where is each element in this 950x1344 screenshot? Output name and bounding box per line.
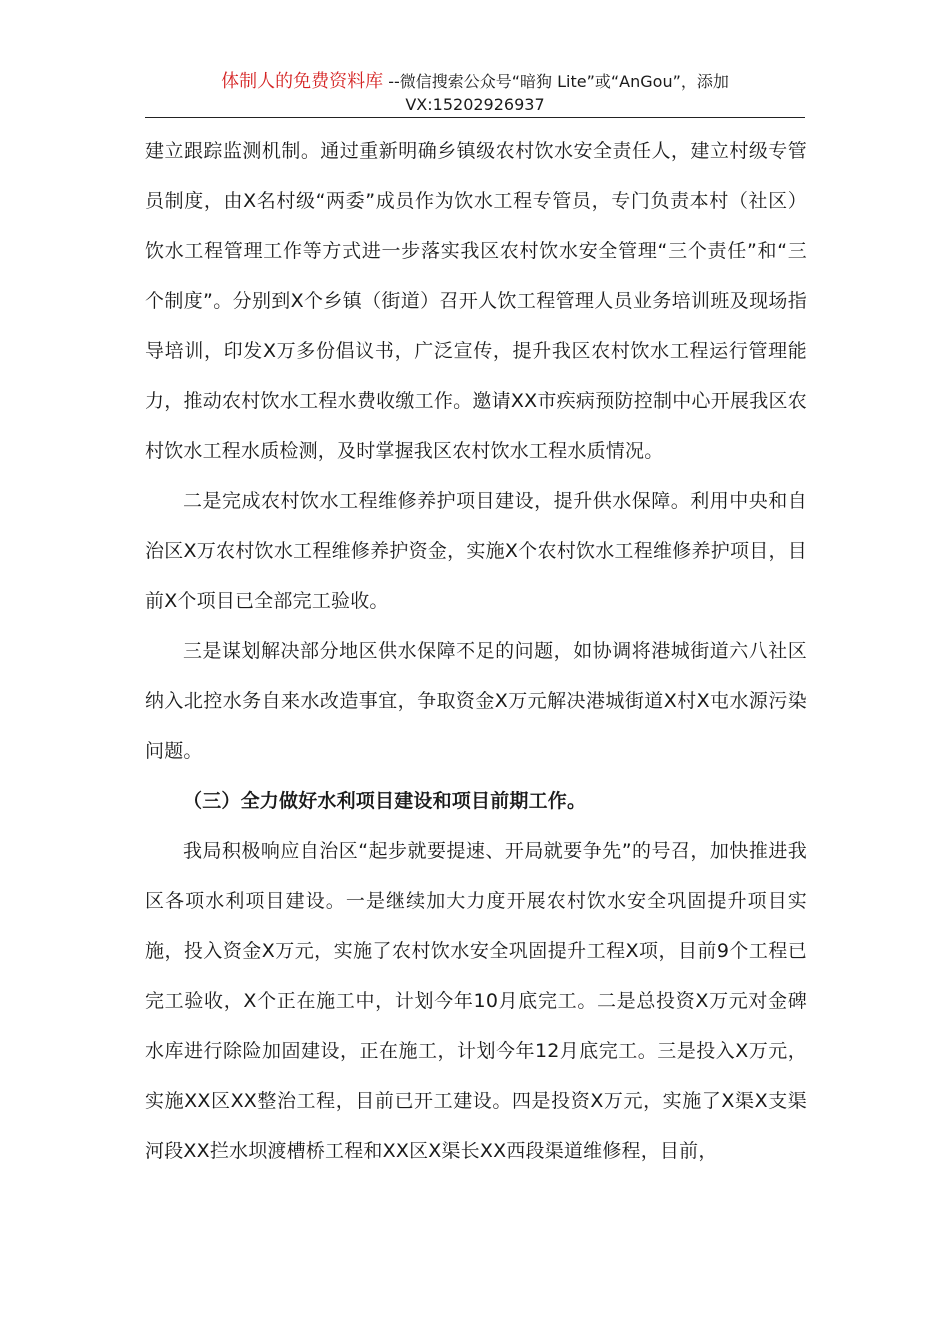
header-note-line1: --微信搜索公众号“暗狗 Lite”或“AnGou”，添加	[383, 72, 729, 91]
paragraph-4: 我局积极响应自治区“起步就要提速、开局就要争先”的号召，加快推进我区各项水利项目建设。一是继续加大力度开展农村饮水安全巩固提升项目实施，投入资金X万元，实施了农村饮水安全巩固提升工程X项，目前9个工程已完工验收，X个正在施工中，计划今年10月底完工。二是总投资X万元对金碑水库进行除险加固建设，正在施工，计划今年12月底完工。三是投入X万元，实施XX区XX整治工程，目前已开工建设。四是投资X万元，实施了X渠X支渠河段XX拦水坝渡槽桥工程和XX区X渠长XX西段渠道维修程，目前，	[145, 840, 807, 1162]
paragraph-3: 三是谋划解决部分地区供水保障不足的问题，如协调将港城街道六八社区纳入北控水务自来水改造事宜，争取资金X万元解决港城街道X村X屯水源污染问题。	[145, 640, 807, 762]
section-heading: （三）全力做好水利项目建设和项目前期工作。	[183, 790, 587, 812]
document-body	[145, 126, 807, 1176]
header-brand: 体制人的免费资料库	[221, 71, 384, 92]
paragraph-2: 二是完成农村饮水工程维修养护项目建设，提升供水保障。利用中央和自治区X万农村饮水工程维修养护资金，实施X个农村饮水工程维修养护项目，目前X个项目已全部完工验收。	[145, 490, 807, 612]
header-note-line2: VX:15202926937	[405, 95, 545, 114]
header-divider	[145, 117, 805, 118]
paragraph-1: 建立跟踪监测机制。通过重新明确乡镇级农村饮水安全责任人，建立村级专管员制度，由X名村级“两委”成员作为饮水工程专管员，专门负责本村（社区）饮水工程管理工作等方式进一步落实我区农村饮水安全管理“三个责任”和“三个制度”。分别到X个乡镇（街道）召开人饮工程管理人员业务培训班及现场指导培训，印发X万多份倡议书，广泛宣传，提升我区农村饮水工程运行管理能力，推动农村饮水工程水费收缴工作。邀请XX市疾病预防控制中心开展我区农村饮水工程水质检测，及时掌握我区农村饮水工程水质情况。	[145, 140, 807, 462]
page-header	[145, 70, 805, 116]
